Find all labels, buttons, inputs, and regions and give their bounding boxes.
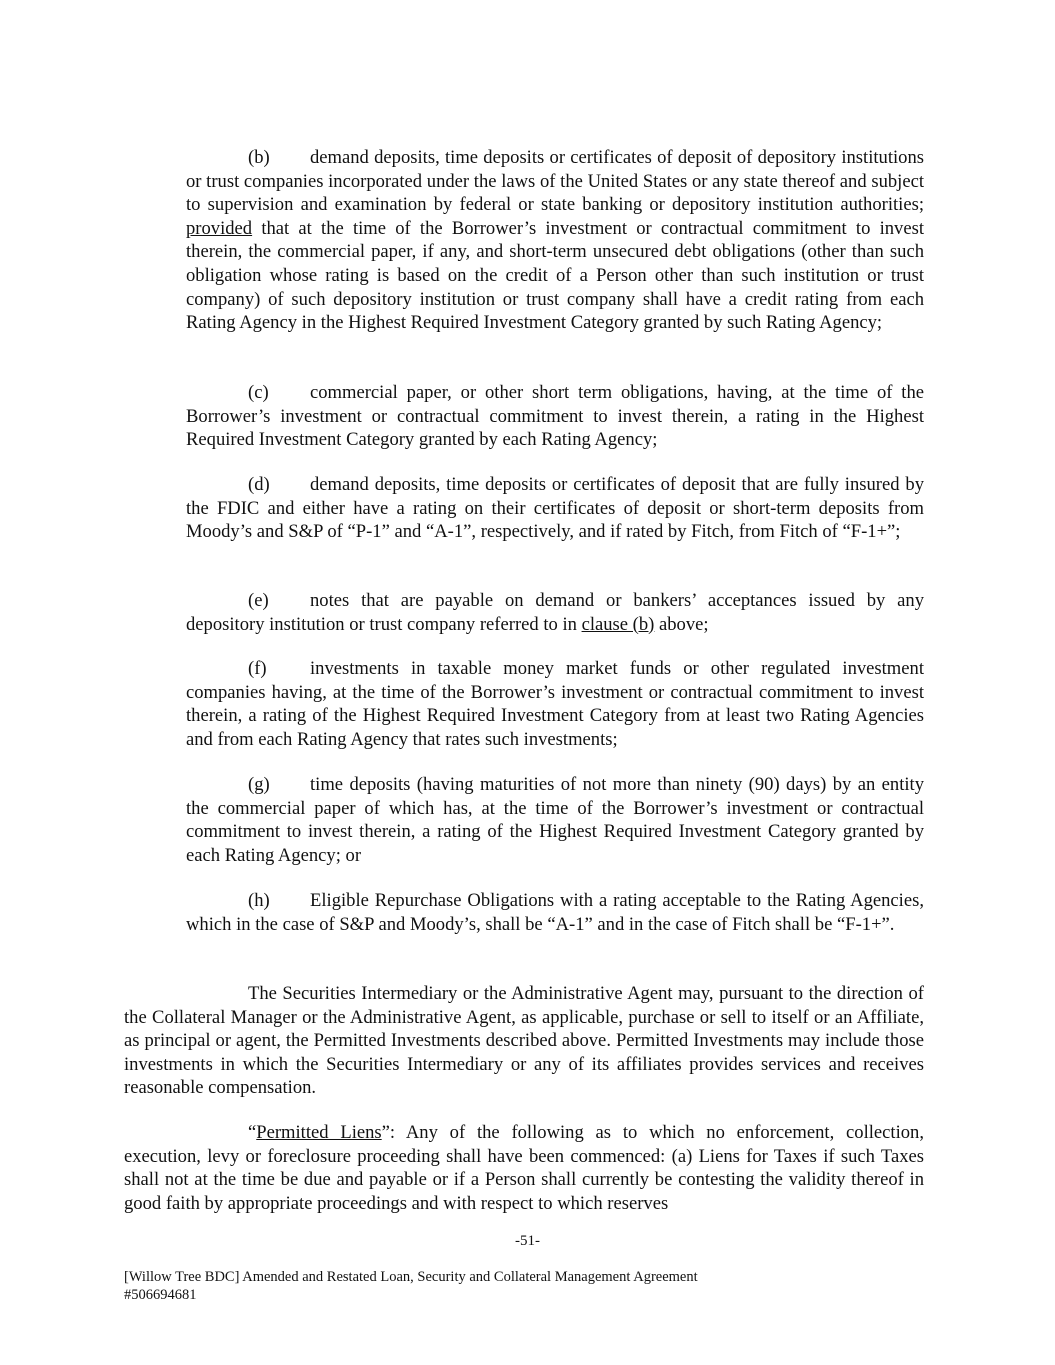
clause-text: commercial paper, or other short term obligations, having, at the time of the Borrower’s investment or contractual commitment to invest therein, a rating in the Highest Required Investment Category granted by each Rating Agency; [186,382,924,451]
clause-h [186,889,924,936]
clause-text: demand deposits, time deposits or certificates of deposit that are fully insured by the FDIC and either have a rating on their certificates of deposit or short-term deposits from Moody’s and S&P of “P-1” and “A-1”, respectively, and if rated by Fitch, from Fitch of “F-1+”; [186,474,924,543]
clause-d [186,473,924,544]
clause-text: time deposits (having maturities of not more than ninety (90) days) by an entity the commercial paper of which has, at the time of the Borrower’s investment or contractual commitment to invest therein, a rating of the Highest Required Investment Category granted by each Rating Agency; or [186,774,924,866]
clause-label: (d) [248,474,270,495]
clause-label: (b) [248,147,270,168]
clause-label: (h) [248,890,270,911]
clause-c [186,381,924,452]
securities-intermediary-paragraph [124,982,924,1100]
clause-label: (c) [248,382,269,403]
clause-text: above; [654,613,709,635]
permitted-liens-term: Permitted Liens [256,1122,382,1143]
clause-e [186,589,924,636]
clause-text: Eligible Repurchase Obligations with a rating acceptable to the Rating Agencies, which in the case of S&P and Moody’s, shall be “A-1” and in the case of Fitch shall be “F-1+”. [186,890,924,935]
clause-label: (f) [248,658,267,679]
clause-text: demand deposits, time deposits or certificates of deposit of depository institutions or trust companies incorporated under the laws of the United States or any state thereof and subject to supervision and examination by federal or state banking or depository institution authorities; [186,147,924,216]
provided-term: provided [186,217,253,239]
paragraph-text: ”: Any of the following as to which no enforcement, collection, execution, levy or foreclosure proceeding shall have been commenced: (a) Liens for Taxes if such Taxes shall not at the time be due and payable or if a Person shall currently be contesting the validity thereof in good faith by appropriate proceedings and with respect to which reserves [124,1122,924,1214]
clause-text: investments in taxable money market funds or other regulated investment companies having, at the time of the Borrower’s investment or contractual commitment to invest therein, a rating of the Highest Required Investment Category from at least two Rating Agencies and from each Rating Agency that rates such investments; [186,658,924,750]
open-quote: “ [248,1122,257,1143]
clause-label: (e) [248,590,269,611]
page-number: -51- [515,1233,540,1249]
clause-b [186,146,924,335]
clause-text: notes that are payable on demand or bankers’ acceptances issued by any depository institution or trust company referred to in [186,590,924,635]
permitted-liens-paragraph [124,1121,924,1215]
footer-doc-id: #506694681 [124,1287,197,1303]
clause-b-reference: clause (b) [581,613,655,635]
footer-title: [Willow Tree BDC] Amended and Restated Loan, Security and Collateral Management Agreement [124,1269,698,1285]
paragraph-text: The Securities Intermediary or the Administrative Agent may, pursuant to the direction of the Collateral Manager or the Administrative Agent, as applicable, purchase or sell to itself or an Affiliate, as principal or agent, the Permitted Investments described above. Permitted Investments may include those investments in which the Securities Intermediary or any of its affiliates provides services and receives reasonable compensation. [124,983,924,1099]
document-footer [124,1268,698,1304]
clause-g [186,773,924,867]
clause-f [186,657,924,751]
clause-label: (g) [248,774,270,795]
clause-text: that at the time of the Borrower’s investment or contractual commitment to invest therein, the commercial paper, if any, and short-term unsecured debt obligations (other than such obligation whose rating is based on the credit of a Person other than such institution or trust company) of such depository institution or trust company shall have a credit rating from each Rating Agency in the Highest Required Investment Category granted by such Rating Agency; [186,217,924,334]
